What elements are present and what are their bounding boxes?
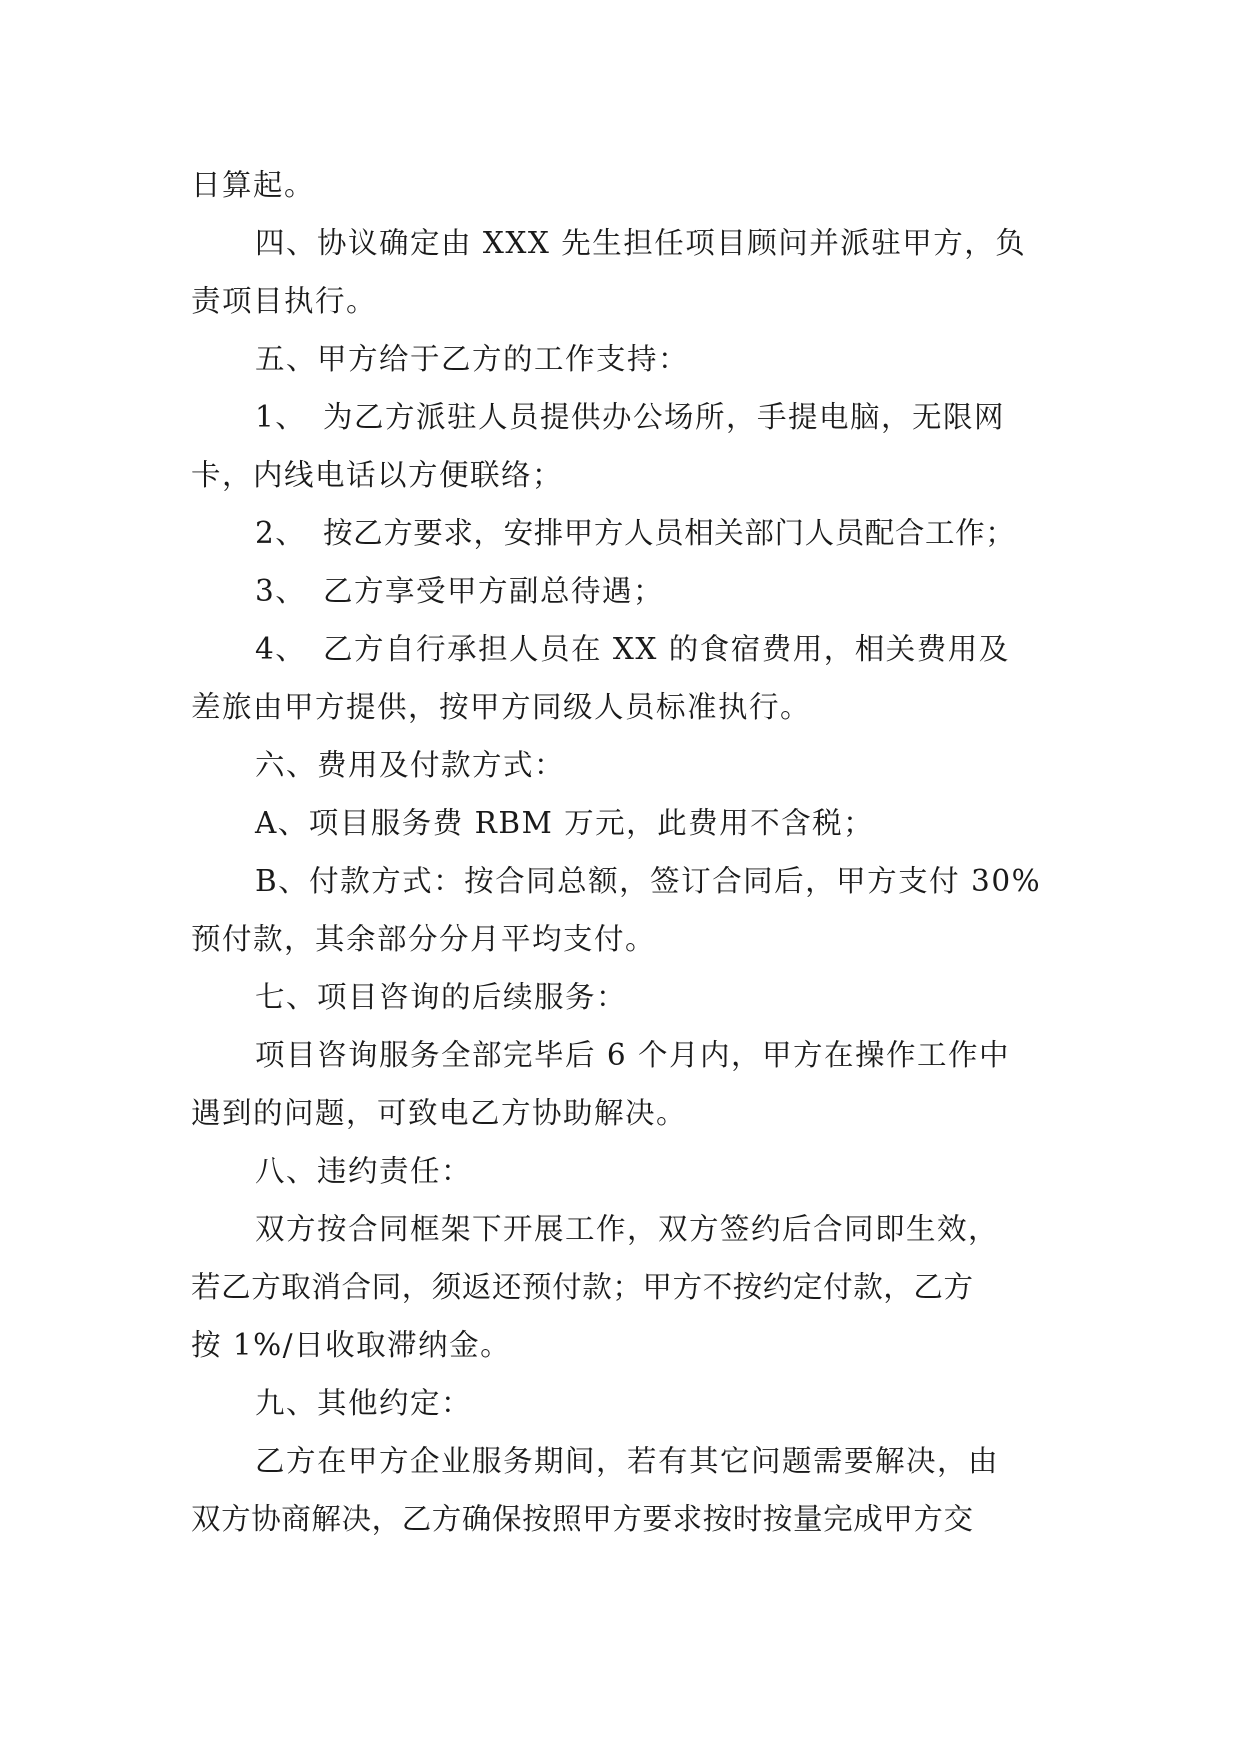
list-number: 1、: [255, 400, 307, 434]
clause-6-item-a: A、项目服务费 RBM 万元，此费用不含税；: [255, 806, 875, 840]
list-item-text: 为乙方派驻人员提供办公场所，手提电脑，无限网: [323, 400, 1006, 434]
list-number: 4、: [255, 632, 307, 666]
text-line: 双方协商解决，乙方确保按照甲方要求按时按量完成甲方交: [191, 1502, 974, 1536]
clause-9-heading: 九、其他约定：: [255, 1386, 473, 1420]
clause-8-body: 双方按合同框架下开展工作，双方签约后合同即生效，: [255, 1212, 1000, 1246]
text-line: 预付款，其余部分分月平均支付。: [191, 922, 657, 956]
text-line: 若乙方取消合同，须返还预付款；甲方不按约定付款，乙方: [191, 1270, 974, 1304]
clause-4-heading: 四、协议确定由 XXX 先生担任项目顾问并派驻甲方，负: [255, 226, 1027, 260]
text-line: 责项目执行。: [191, 284, 378, 318]
list-item-1: [191, 388, 1071, 446]
list-item-4: [191, 620, 1071, 678]
clause-8-heading: 八、违约责任：: [255, 1154, 473, 1188]
text-line: 卡，内线电话以方便联络；: [191, 458, 564, 492]
clause-5-heading: 五、甲方给于乙方的工作支持：: [255, 342, 690, 376]
list-number: 3、: [255, 574, 307, 608]
list-item-text: 按乙方要求，安排甲方人员相关部门人员配合工作；: [323, 516, 1016, 550]
clause-9-body: 乙方在甲方企业服务期间，若有其它问题需要解决，由: [255, 1444, 1000, 1478]
clause-7-heading: 七、项目咨询的后续服务：: [255, 980, 628, 1014]
clause-6-heading: 六、费用及付款方式：: [255, 748, 566, 782]
list-item-text: 乙方自行承担人员在 XX 的食宿费用，相关费用及: [323, 632, 1010, 666]
text-line: 遇到的问题，可致电乙方协助解决。: [191, 1096, 688, 1130]
document-page: [191, 156, 1071, 1548]
text-line: 按 1%/日收取滞纳金。: [191, 1328, 512, 1362]
clause-6-item-b: B、付款方式：按合同总额，签订合同后，甲方支付 30%: [255, 864, 1042, 898]
clause-7-body: 项目咨询服务全部完毕后 6 个月内，甲方在操作工作中: [255, 1038, 1011, 1072]
list-item-3: [191, 562, 1071, 620]
list-item-text: 乙方享受甲方副总待遇；: [323, 574, 665, 608]
text-line: 日算起。: [191, 168, 316, 202]
text-line: 差旅由甲方提供，按甲方同级人员标准执行。: [191, 690, 812, 724]
list-number: 2、: [255, 516, 307, 550]
list-item-2: [191, 504, 1071, 562]
